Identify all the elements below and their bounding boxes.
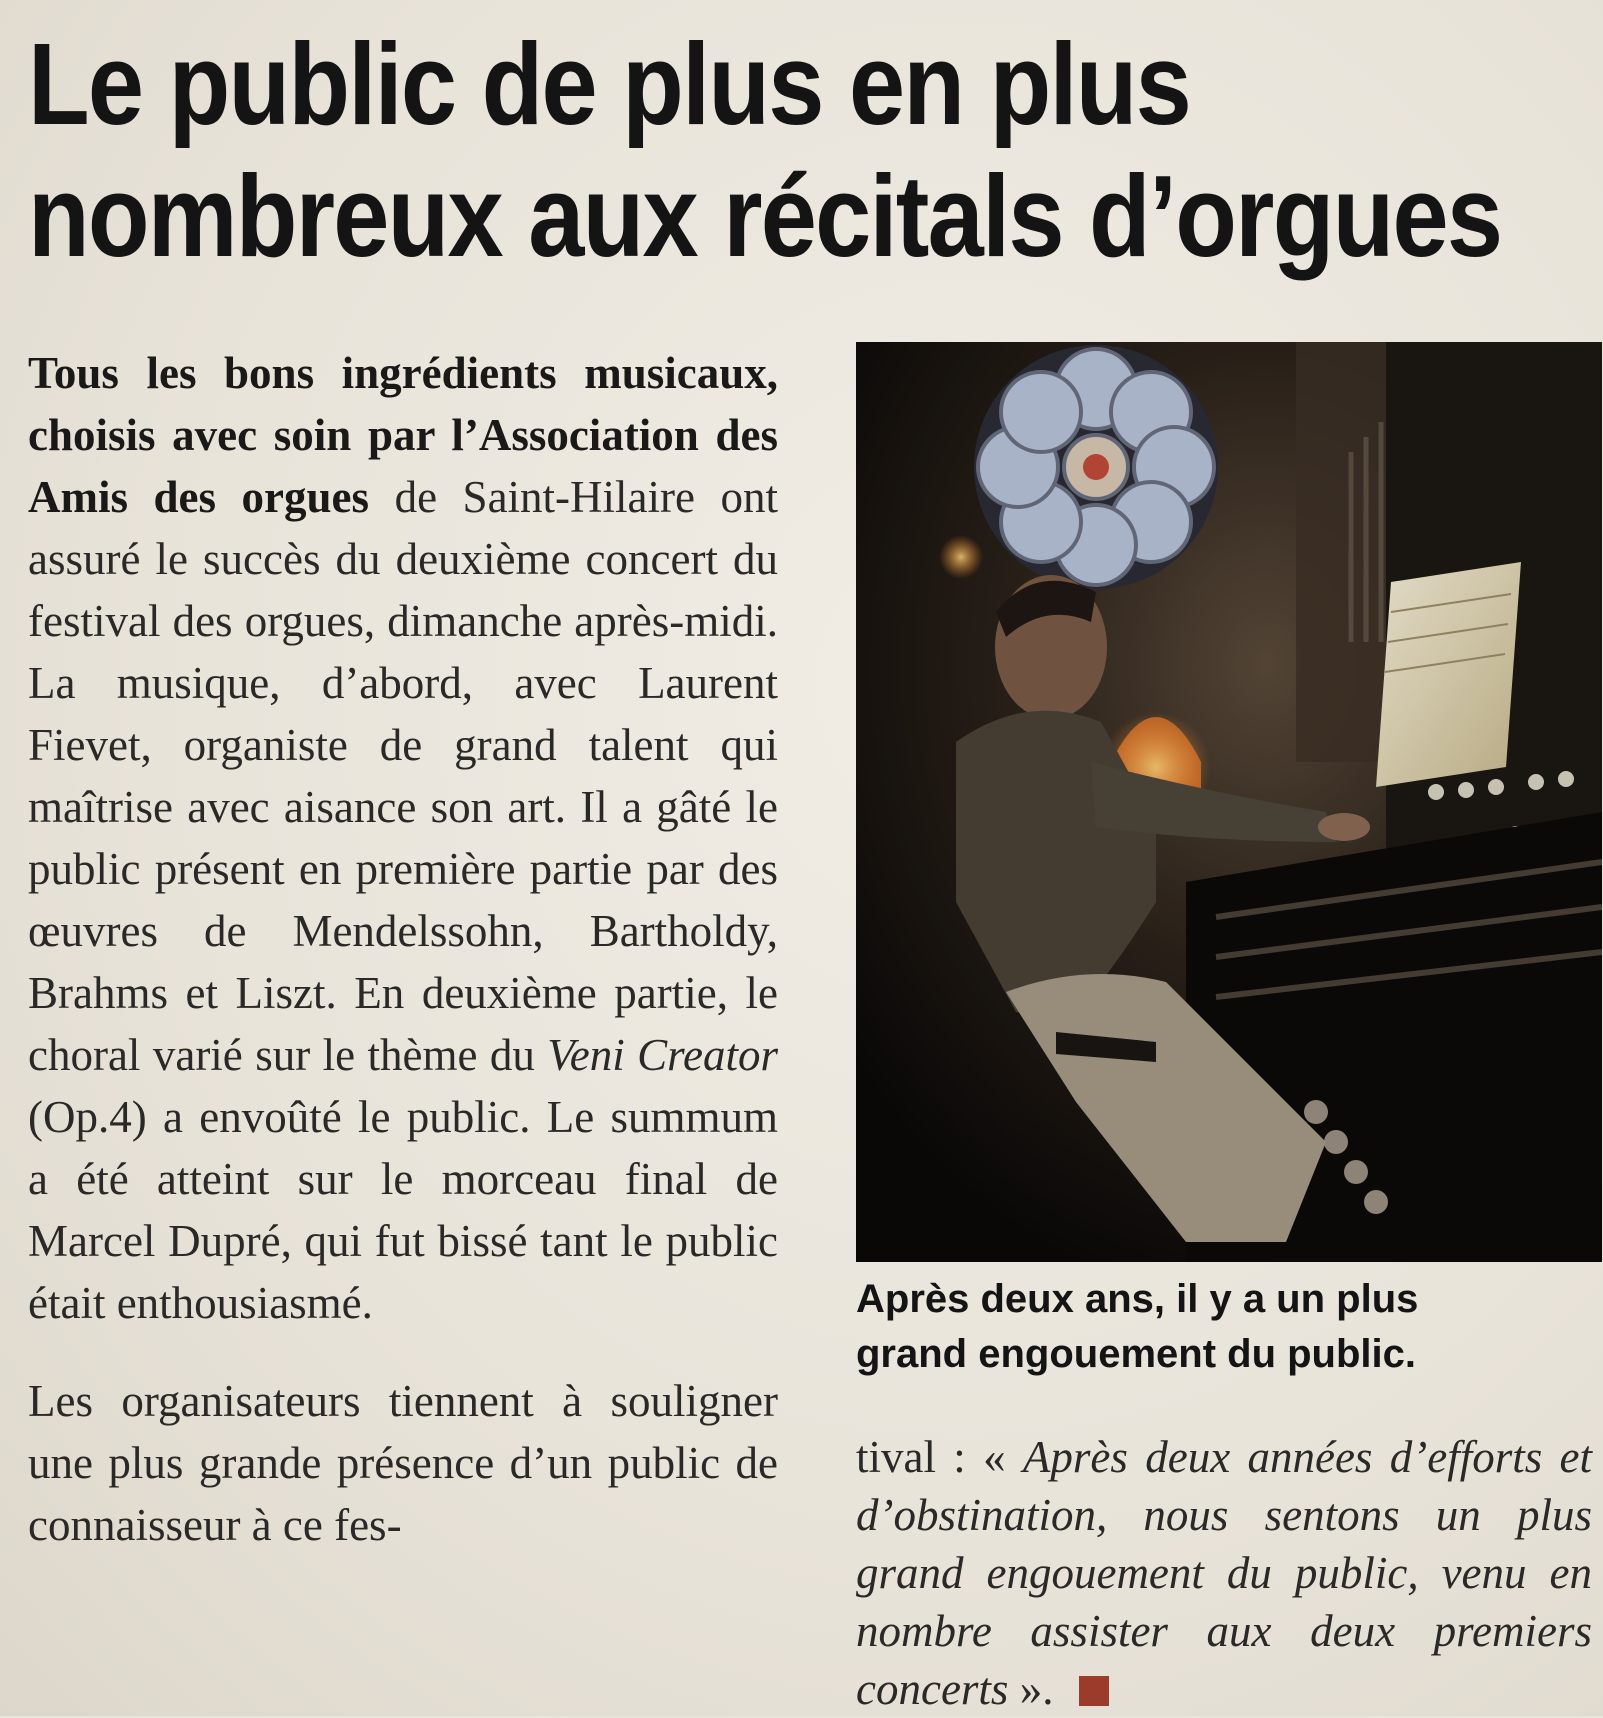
headline [28, 18, 1502, 282]
photo-caption [856, 1272, 1602, 1382]
caption-line-1: Après deux ans, il y a un plus [856, 1277, 1419, 1321]
organist-photo [856, 342, 1602, 1262]
paragraph-1-text-b: (Op.4) a envoûté le public. Le summum a été atteint sur le morceau final de Marcel Dupré, qui fut bissé tant le public était enthousiasmé. [28, 1092, 778, 1328]
quote-prefix: tival : « [856, 1432, 1023, 1482]
article-paragraph-3 [856, 1428, 1592, 1718]
article-left-column [28, 342, 778, 1556]
headline-line-1: Le public de plus en plus [28, 19, 1191, 149]
lead-text: Tous les bons ingrédients musicaux, choisis avec soin par l’Association des Amis des orgues [28, 348, 778, 522]
quote-suffix: ». [1008, 1664, 1054, 1714]
article-paragraph-2: Les organisateurs tiennent à souligner une plus grande présence d’un public de connaisseur à ce fes- [28, 1376, 778, 1550]
headline-line-2: nombreux aux récitals d’orgues [28, 151, 1502, 281]
article-right-column [856, 1428, 1592, 1718]
quote-text: Après deux années d’efforts et d’obstination, nous sentons un plus grand engouement du public, venu en nombre assister aux deux premiers concerts [856, 1432, 1593, 1714]
article-paragraph-1 [28, 342, 778, 1334]
caption-line-2: grand engouement du public. [856, 1332, 1416, 1376]
end-of-article-square-icon [1079, 1676, 1109, 1706]
work-title: Veni Creator [547, 1030, 778, 1080]
paragraph-1-text-a: de Saint-Hilaire ont assuré le succès du deuxième concert du festival des orgues, dimanche après-midi. La musique, d’abord, avec Laurent Fievet, organiste de grand talent qui maîtrise avec aisance son art. Il a gâté le public présent en première partie par des œuvres de Mendelssohn, Bartholdy, Brahms et Liszt. En deuxième partie, le choral varié sur le thème du [28, 472, 779, 1080]
organist-at-organ-icon [856, 342, 1602, 1262]
